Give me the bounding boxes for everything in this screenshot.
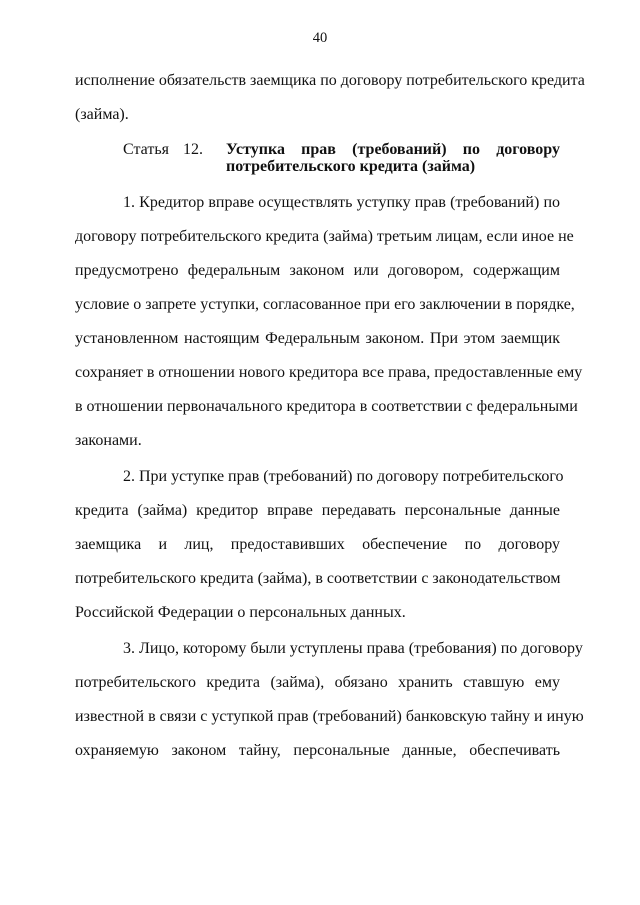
text-line: законами.	[75, 432, 142, 449]
text-line: 1. Кредитор вправе осуществлять уступку прав (требований) по	[123, 194, 560, 211]
text-line: 2. При уступке прав (требований) по договору потребительского	[123, 468, 564, 485]
text-line: предусмотрено федеральным законом или договором, содержащим	[75, 262, 560, 279]
article-title-line: Уступка прав (требований) по договору	[226, 141, 560, 158]
article-title-line: потребительского кредита (займа)	[226, 158, 476, 175]
text-line: (займа).	[75, 106, 129, 123]
text-line: Российской Федерации о персональных данных.	[75, 604, 406, 621]
text-line: заемщика и лиц, предоставивших обеспечение по договору	[75, 536, 560, 553]
text-line: исполнение обязательств заемщика по договору потребительского кредита	[75, 72, 585, 89]
text-line: известной в связи с уступкой прав (требований) банковскую тайну и иную	[75, 708, 584, 725]
text-line: охраняемую законом тайну, персональные данные, обеспечивать	[75, 742, 560, 759]
article-label: Статья	[123, 141, 169, 158]
text-line: кредита (займа) кредитор вправе передавать персональные данные	[75, 502, 560, 519]
text-line: в отношении первоначального кредитора в соответствии с федеральными	[75, 398, 578, 415]
text-line: сохраняет в отношении нового кредитора все права, предоставленные ему	[75, 364, 583, 381]
text-line: 3. Лицо, которому были уступлены права (требования) по договору	[123, 640, 583, 657]
text-line: установленном настоящим Федеральным законом. При этом заемщик	[75, 330, 560, 347]
text-line: условие о запрете уступки, согласованное при его заключении в порядке,	[75, 296, 575, 313]
article-number: 12.	[183, 141, 203, 158]
text-line: потребительского кредита (займа), в соответствии с законодательством	[75, 570, 561, 587]
text-line: договору потребительского кредита (займа) третьим лицам, если иное не	[75, 228, 574, 245]
text-line: потребительского кредита (займа), обязано хранить ставшую ему	[75, 674, 560, 691]
page-number: 40	[312, 30, 328, 46]
